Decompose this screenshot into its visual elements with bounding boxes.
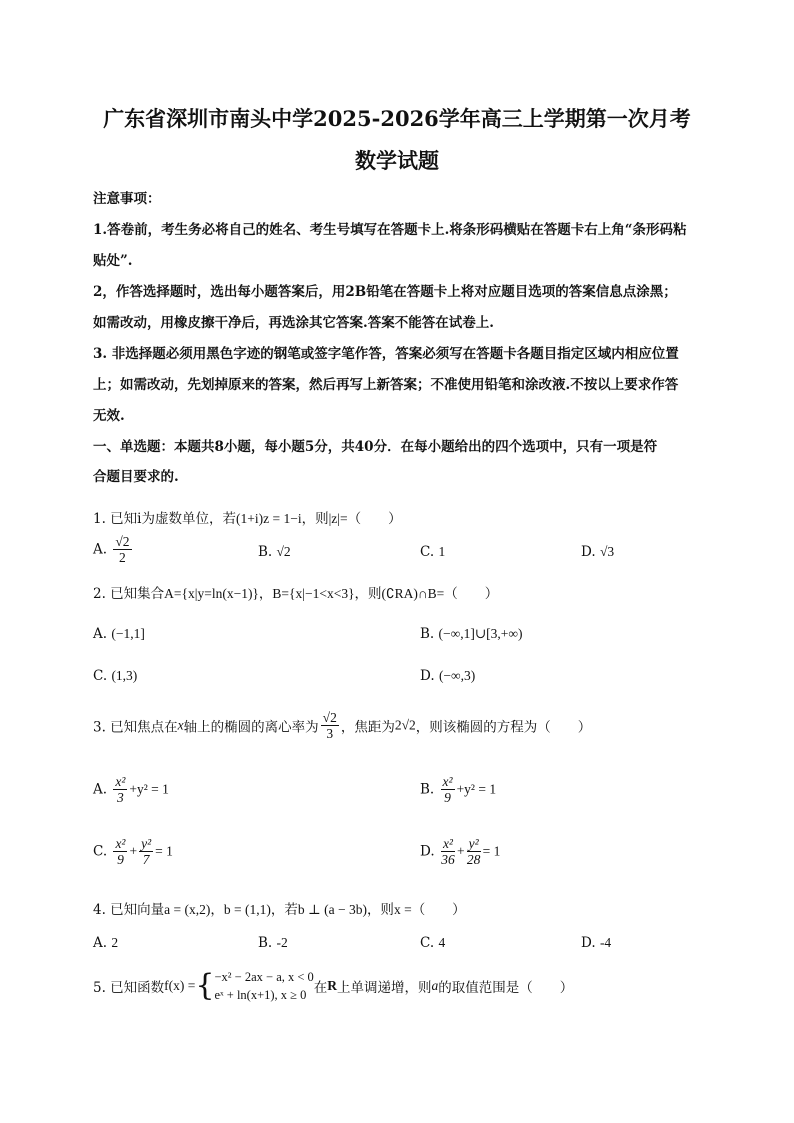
notice-line: 3. 非选择题必须用黑色字迹的钢笔或签字笔作答，答案必须写在答题卡各题目指定区域内相应位置 — [93, 346, 679, 362]
q3-eccentricity: $\frac{√2}{3}$ — [322, 710, 337, 741]
question-4-stem: 4. 已知向量a = (x,2)，b = (1,1)，若b ⊥ (a − 3b)，则x =（ ） — [93, 902, 466, 918]
q5-function: f(x) = — [164, 978, 196, 993]
notice-line: 1.答卷前，考生务必将自己的姓名、考生号填写在答题卡上.将条形码横贴在答题卡右上角“条形码粘 — [93, 222, 687, 238]
question-3-stem: 3. 已知焦点在x轴上的椭圆的离心率为 $\frac{√2}{3}$ ，焦距为2√2，则该椭圆的方程为（ ） — [93, 710, 592, 741]
q3-focal-length: 2√2 — [394, 717, 416, 733]
q1-text: 1. 已知i为虚数单位，若 — [93, 511, 236, 527]
q1-option-a-fraction: $\frac{√2}{2}$ — [115, 534, 130, 565]
q3-option-d: D. $\frac{\text{x²}}{36}$ + $\frac{\text{y²}}{28}$ = 1 — [420, 836, 501, 867]
q5-piecewise: −x² − 2ax − a, x < 0 eˣ + ln(x+1), x ≥ 0 — [214, 970, 314, 1002]
q3-option-c: C. $\frac{\text{x²}}{9}$ + $\frac{\text{y²}}{7}$ = 1 — [93, 836, 173, 867]
q2-option-d: D. (−∞,3) — [420, 668, 476, 684]
q1-option-a: A. $\frac{√2}{2}$ — [93, 534, 130, 565]
q2-set-b: B={x|−1<x<3} — [272, 586, 355, 601]
notice-line: 上；如需改动，先划掉原来的答案，然后再写上新答案；不准使用铅笔和涂改液.不按以上要求作答 — [93, 377, 679, 393]
q3-option-a: A. $\frac{\text{x²}}{3}$ +y² = 1 — [93, 774, 169, 805]
exam-title-line1: 广东省深圳市南头中学2025-2026学年高三上学期第一次月考 — [103, 106, 691, 131]
q4-vector-a: a = (x,2) — [164, 902, 211, 917]
q4-option-b: B. -2 — [258, 935, 288, 951]
q4-vector-b: b = (1,1) — [223, 902, 271, 917]
q1-blank: （ ） — [347, 511, 402, 527]
q4-option-d: D. -4 — [581, 935, 612, 951]
q2-set-a: A={x|y=ln(x−1)} — [164, 586, 259, 601]
q2-option-b: B. (−∞,1]∪[3,+∞) — [420, 626, 523, 642]
q1-option-c: C. 1 — [420, 544, 446, 560]
q4-condition: b ⊥ (a − 3b) — [297, 902, 367, 917]
q1-modulus: |z|= — [328, 511, 348, 526]
q4-option-a: A. 2 — [93, 935, 119, 951]
notice-line: 如需改动，用橡皮擦干净后，再选涂其它答案.答案不能答在试卷上. — [93, 315, 494, 331]
question-5-stem: 5. 已知函数f(x) ={ −x² − 2ax − a, x < 0 eˣ + ln(x+1), x ≥ 0 在R上单调递增，则a的取值范围是（ ） — [93, 968, 574, 1003]
notice-line: 贴处”. — [93, 253, 133, 269]
piecewise-brace: { — [195, 968, 215, 1003]
q2-option-a: A. (−1,1] — [93, 626, 145, 642]
q1-option-d: D. √3 — [581, 544, 615, 560]
question-2-stem: 2. 已知集合A={x|y=ln(x−1)}，B={x|−1<x<3}，则(∁RA)∩B=（ ） — [93, 586, 499, 602]
question-1-stem — [93, 507, 402, 527]
q2-option-c: C. (1,3) — [93, 668, 138, 684]
q1-text: ，则 — [301, 511, 329, 527]
q3-option-b: B. $\frac{\text{x²}}{9}$ +y² = 1 — [420, 774, 497, 805]
section-heading: 一、单选题：本题共8小题，每小题5分，共40分．在每小题给出的四个选项中，只有一项是符 — [93, 439, 658, 455]
notice-line: 无效. — [93, 408, 125, 424]
notice-line: 2，作答选择题时，选出每小题答案后，用2B铅笔在答题卡上将对应题目选项的答案信息点涂黑； — [93, 284, 677, 300]
exam-title-line2: 数学试题 — [355, 148, 439, 173]
q1-expression: (1+i)z = 1−i — [236, 511, 302, 526]
notice-heading: 注意事项： — [93, 191, 161, 207]
section-heading: 合题目要求的. — [93, 469, 179, 485]
q2-expression: (∁RA)∩B= — [381, 586, 445, 601]
q4-option-c: C. 4 — [420, 935, 446, 951]
q1-option-b: B. √2 — [258, 544, 291, 560]
